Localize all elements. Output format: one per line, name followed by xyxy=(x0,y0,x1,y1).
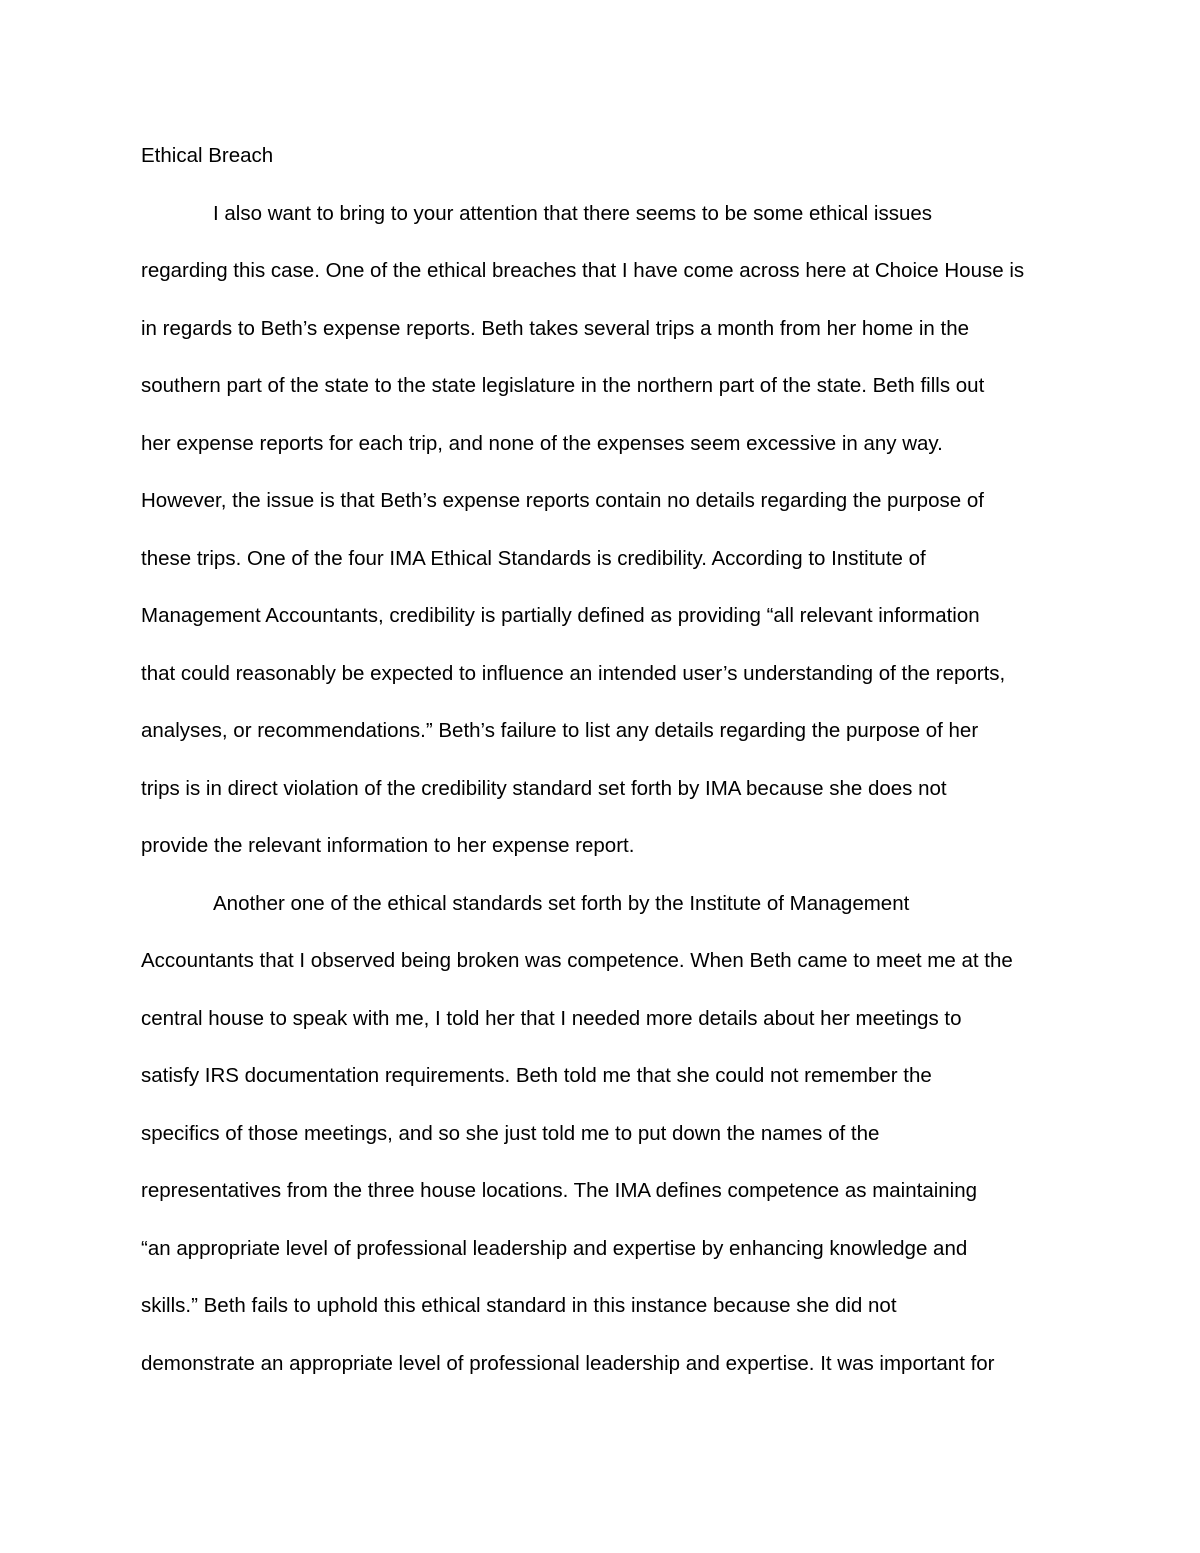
paragraph-2-line-7: “an appropriate level of professional leadership and expertise by enhancing knowledge and xyxy=(141,1236,968,1260)
paragraph-2-line-9: demonstrate an appropriate level of professional leadership and expertise. It was important for xyxy=(141,1351,995,1375)
paragraph-1-line-10: analyses, or recommendations.” Beth’s failure to list any details regarding the purpose of her xyxy=(141,719,979,742)
paragraph-1-line-8: Management Accountants, credibility is partially defined as providing “all relevant information xyxy=(141,604,980,627)
paragraph-1-line-6: However, the issue is that Beth’s expense reports contain no details regarding the purpose of xyxy=(141,489,984,512)
paragraph-2-line-6: representatives from the three house locations. The IMA defines competence as maintaining xyxy=(141,1179,978,1202)
paragraph-2-line-5: specifics of those meetings, and so she just told me to put down the names of the xyxy=(141,1121,880,1145)
paragraph-2-line-3: central house to speak with me, I told her that I needed more details about her meetings to xyxy=(141,1006,962,1030)
paragraph-1-line-9: that could reasonably be expected to influence an intended user’s understanding of the reports, xyxy=(141,661,1006,685)
paragraph-1-line-11: trips is in direct violation of the credibility standard set forth by IMA because she does not xyxy=(141,776,947,800)
paragraph-1-line-4: southern part of the state to the state legislature in the northern part of the state. Beth fills out xyxy=(141,374,985,397)
document-body xyxy=(141,127,1061,1392)
paragraph-2-line-8: skills.” Beth fails to uphold this ethical standard in this instance because she did not xyxy=(141,1294,897,1317)
paragraph-1-line-3: in regards to Beth’s expense reports. Beth takes several trips a month from her home in the xyxy=(141,316,970,340)
paragraph-1-line-2: regarding this case. One of the ethical breaches that I have come across here at Choice House is xyxy=(141,259,1025,282)
paragraph-1-line-5: her expense reports for each trip, and none of the expenses seem excessive in any way. xyxy=(141,431,943,455)
paragraph-1-line-7: these trips. One of the four IMA Ethical Standards is credibility. According to Institute of xyxy=(141,546,926,570)
section-heading: Ethical Breach xyxy=(141,144,274,167)
paragraph-2-line-4: satisfy IRS documentation requirements. Beth told me that she could not remember the xyxy=(141,1064,932,1087)
paragraph-1-line-12: provide the relevant information to her expense report. xyxy=(141,834,635,857)
paragraph-1-line-1: I also want to bring to your attention that there seems to be some ethical issues xyxy=(213,201,933,225)
paragraph-2-line-1: Another one of the ethical standards set forth by the Institute of Management xyxy=(213,891,910,915)
paragraph-2-line-2: Accountants that I observed being broken was competence. When Beth came to meet me at the xyxy=(141,949,1013,972)
